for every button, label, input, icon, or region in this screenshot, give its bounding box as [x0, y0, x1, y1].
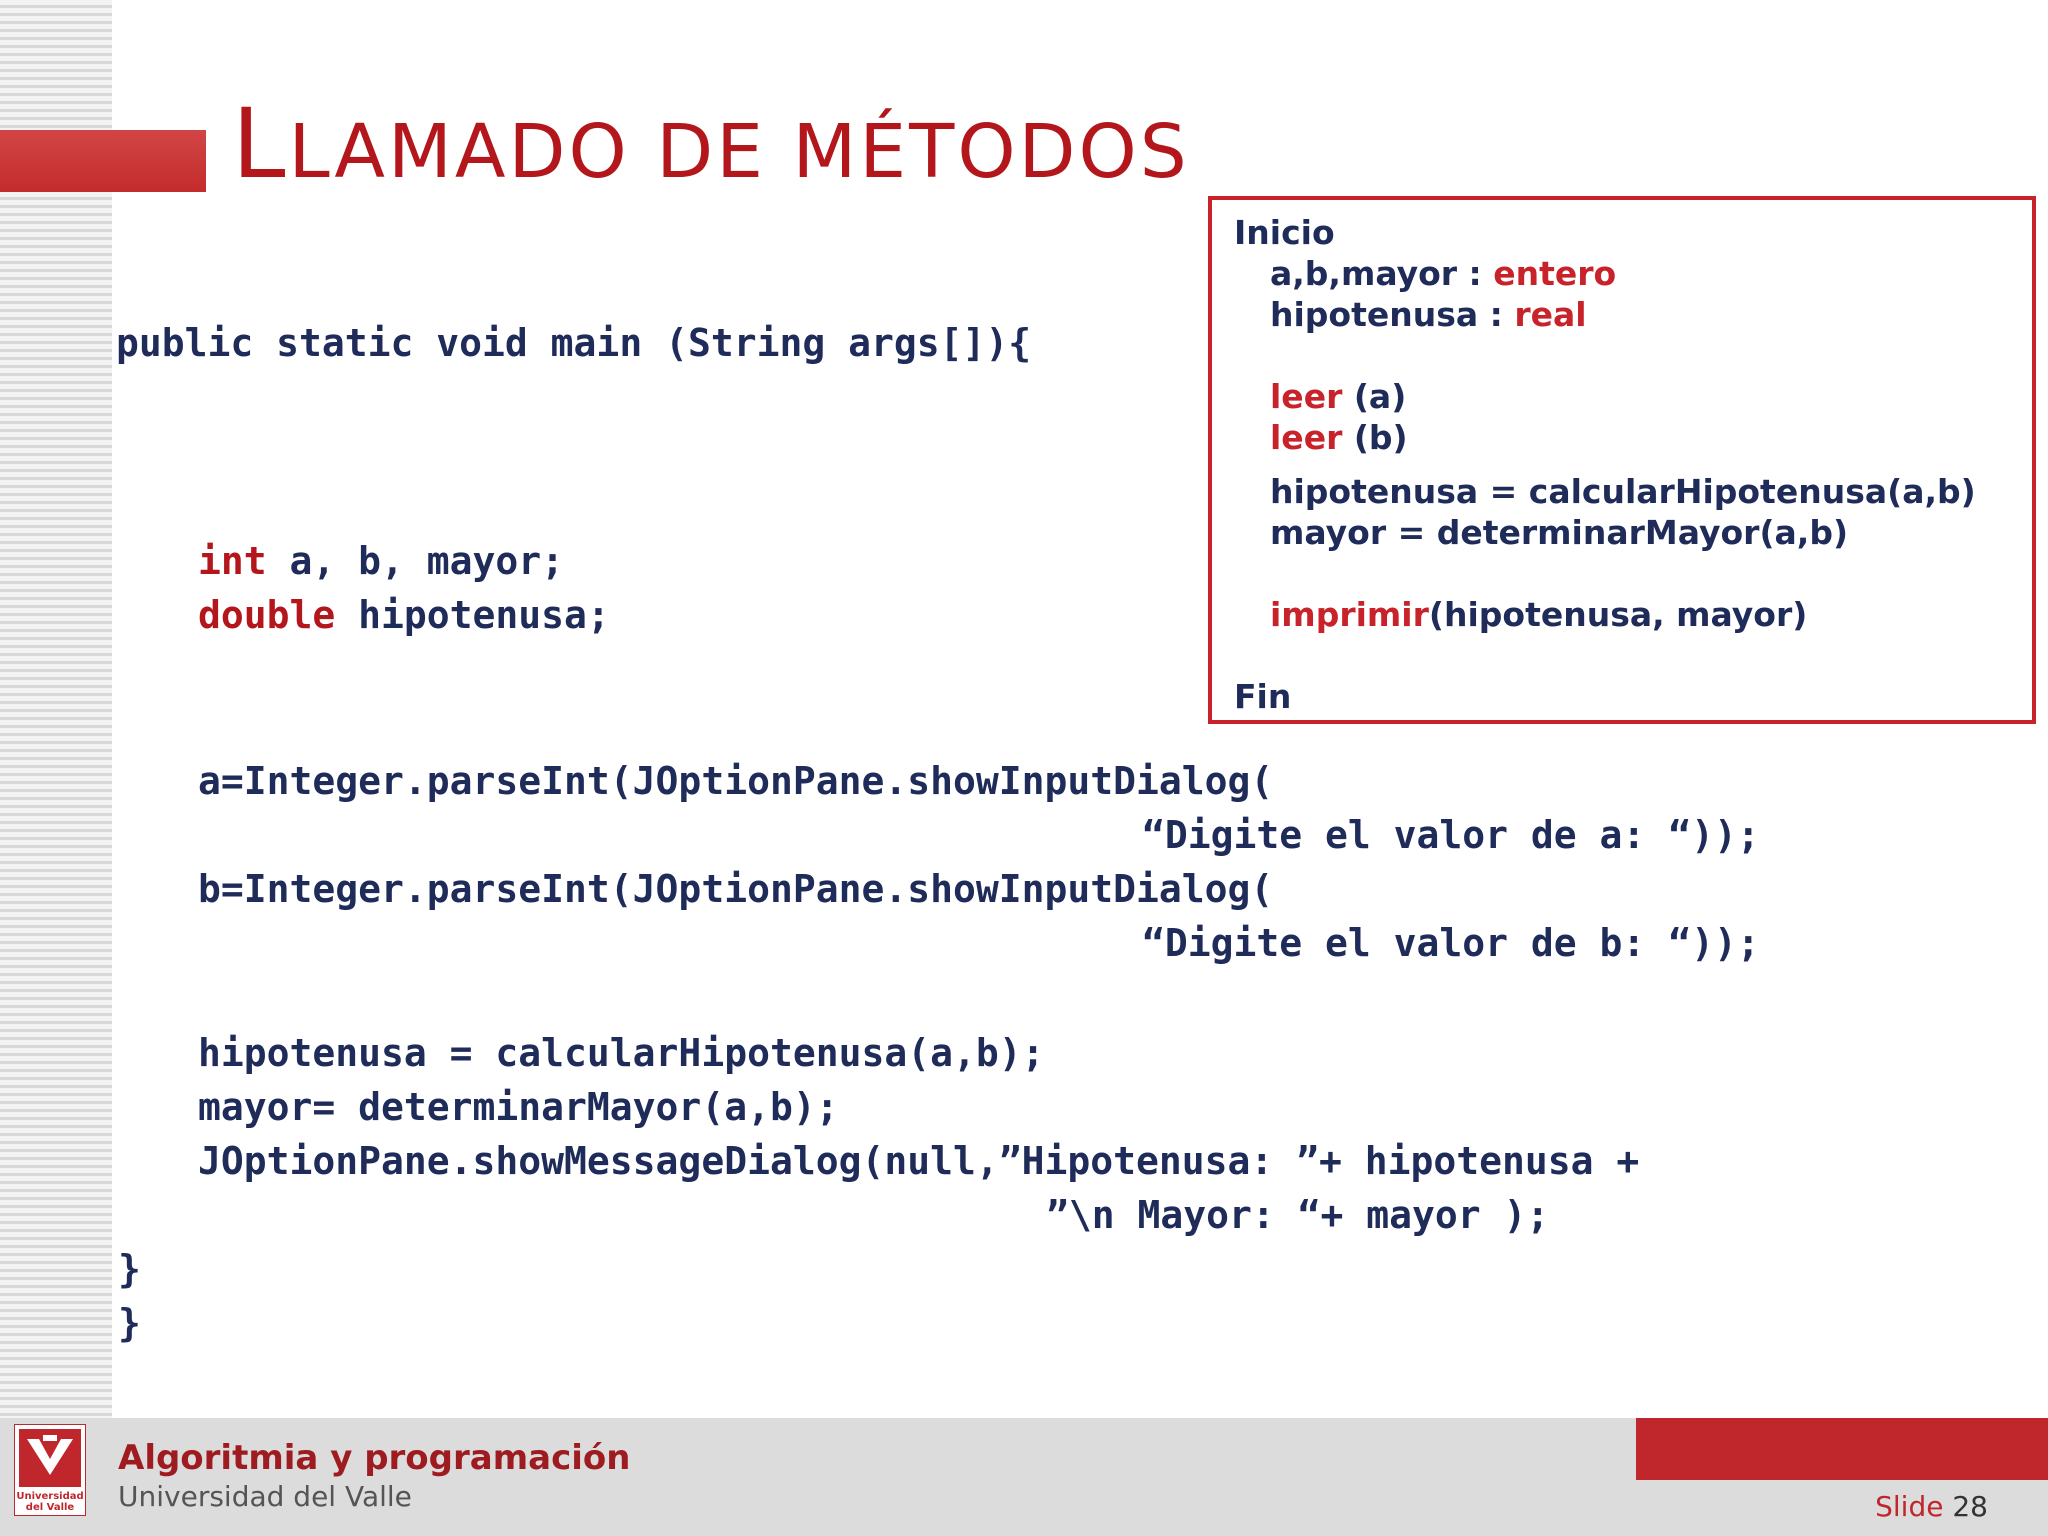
logo-text-line1: Universidad [16, 1491, 84, 1502]
code-line-prompt-b: “Digite el valor de b: “)); [1142, 921, 1760, 965]
keyword-int: int [198, 539, 267, 583]
pseudo-read-b [1270, 418, 1408, 457]
side-stripes [0, 0, 112, 1418]
code-line-prompt-a: “Digite el valor de a: “)); [1142, 813, 1760, 857]
code-line-double [198, 593, 610, 637]
title-accent-bar [0, 130, 206, 192]
course-name: Algoritmia y programación [118, 1438, 631, 1478]
slide-label: Slide [1875, 1490, 1944, 1523]
code-line-int [198, 539, 565, 583]
code-close-brace-2: } [118, 1301, 141, 1345]
pseudo-type-entero: entero [1493, 254, 1617, 293]
pseudo-read-a-arg: (a) [1342, 377, 1407, 416]
slide-title [232, 88, 1190, 200]
pseudocode-box [1208, 196, 2036, 724]
pseudo-imprimir-keyword: imprimir [1270, 595, 1429, 634]
pseudo-print [1270, 595, 1808, 634]
pseudo-decl-enteros [1270, 254, 1617, 293]
footer-red-block [1636, 1418, 2048, 1480]
pseudo-type-real: real [1514, 295, 1587, 334]
pseudo-fin: Fin [1234, 677, 1292, 716]
pseudo-assign-mayor: mayor = determinarMayor(a,b) [1270, 513, 1849, 552]
pseudo-assign-hipotenusa: hipotenusa = calcularHipotenusa(a,b) [1270, 472, 1976, 511]
pseudo-leer-keyword: leer [1270, 377, 1343, 416]
code-line-message-cont: ”\n Mayor: “+ mayor ); [1046, 1193, 1550, 1237]
slide-number [1875, 1490, 1988, 1523]
code-line-parse-b: b=Integer.parseInt(JOptionPane.showInputDialog( [198, 867, 1274, 911]
logo-text-line2: del Valle [25, 1502, 75, 1513]
logo-text [15, 1491, 85, 1513]
pseudo-leer-keyword: leer [1270, 418, 1343, 457]
university-logo-icon [14, 1424, 86, 1516]
slide-number-value: 28 [1952, 1490, 1988, 1523]
code-line-mayor: mayor= determinarMayor(a,b); [198, 1085, 839, 1129]
pseudo-decl2-vars: hipotenusa : [1270, 295, 1515, 334]
pseudo-print-args: (hipotenusa, mayor) [1428, 595, 1808, 634]
pseudo-read-b-arg: (b) [1342, 418, 1408, 457]
code-close-brace-1: } [118, 1247, 141, 1291]
pseudo-inicio: Inicio [1234, 213, 1335, 252]
code-line-message: JOptionPane.showMessageDialog(null,”Hipotenusa: ”+ hipotenusa + [198, 1139, 1640, 1183]
pseudo-decl-real [1270, 295, 1587, 334]
pseudo-decl1-vars: a,b,mayor : [1270, 254, 1494, 293]
keyword-double: double [198, 593, 336, 637]
pseudo-read-a [1270, 377, 1407, 416]
code-line-main: public static void main (String args[]){ [116, 321, 1032, 365]
code-int-rest: a, b, mayor; [266, 539, 565, 583]
title-rest: LAMADO DE MÉTODOS [288, 109, 1190, 195]
code-line-parse-a: a=Integer.parseInt(JOptionPane.showInputDialog( [198, 759, 1274, 803]
university-name: Universidad del Valle [118, 1480, 412, 1513]
logo-emblem-icon [15, 1427, 85, 1489]
code-line-hipotenusa: hipotenusa = calcularHipotenusa(a,b); [198, 1031, 1045, 1075]
title-first-letter: L [232, 88, 289, 200]
code-double-rest: hipotenusa; [335, 593, 610, 637]
